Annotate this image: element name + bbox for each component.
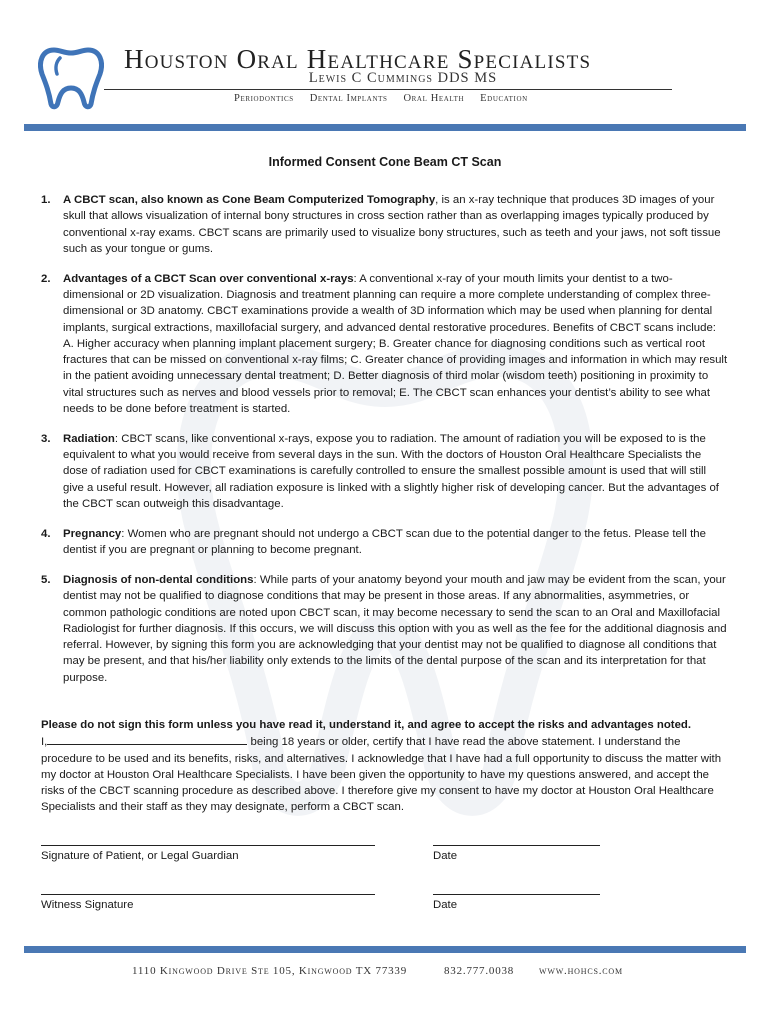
section-heading: Advantages of a CBCT Scan over conventional x-rays (63, 272, 354, 285)
section-body: : While parts of your anatomy beyond your mouth and jaw may be evident from the scan, your dentist may not be qualified to diagnose conditions that may be present in those areas. If any abnormalities, asymmetries, or common pathologic conditions are noted upon CBCT scan, it may become necessary to send the scan to an Oral and Maxillofacial Radiologist for further diagnosis. If this occurs, we will discuss this option with you as well as the fee for the additional diagnosis and referral. However, by signing this form you are acknowledging that your dentist may not be qualified to diagnose all conditions that may be present, and that his/her liability only extends to the limits of the dental purpose of the scan and its interpretation for that purpose. (63, 573, 727, 684)
section-heading: Radiation (63, 432, 115, 445)
section-body: : CBCT scans, like conventional x-rays, expose you to radiation. The amount of radiation you will be exposed to is the equivalent to what you would receive from several days in the sun. With the doctors of Houston Oral Healthcare Specialists the dose of radiation used for CBCT examinations is carefully controlled to ensure the smallest possible amount is used that will still give a useful result. However, all radiation exposure is linked with a slightly higher risk of developing cancer. But the advantages of the CBCT scan outweigh this disadvantage. (63, 432, 719, 511)
footer-phone: 832.777.0038 (444, 965, 515, 977)
nav-item-dental-implants: Dental Implants (309, 93, 388, 104)
section-number: 1. (41, 194, 51, 206)
section-number: 4. (41, 527, 51, 540)
practice-name: Houston Oral Healthcare Specialists (124, 44, 592, 74)
patient-name-blank[interactable] (47, 733, 247, 745)
section-body: : Women who are pregnant should not undergo a CBCT scan due to the potential danger to the fetus. Please tell the dentist if you are pregnant or planning to become pregnant. (63, 527, 706, 557)
section-non-dental-conditions (41, 572, 729, 686)
section-heading: A CBCT scan, also known as Cone Beam Computerized Tomography (63, 194, 436, 206)
nav-item-oral-health: Oral Health (403, 93, 465, 104)
header-band (24, 124, 746, 131)
section-heading: Diagnosis of non-dental conditions (63, 573, 254, 586)
consent-notice: Please do not sign this form unless you have read it, understand it, and agree to accept the risks and advantages noted. (41, 719, 692, 731)
consent-sections (41, 192, 729, 700)
nav-item-periodontics: Periodontics (234, 93, 294, 104)
consent-statement (41, 717, 729, 816)
section-number: 5. (41, 573, 51, 586)
header-rule (104, 89, 672, 90)
section-number: 3. (41, 432, 51, 445)
footer-address: 1110 Kingwood Drive Ste 105, Kingwood TX 77339 (132, 965, 408, 977)
section-pregnancy (41, 526, 729, 559)
consent-prefix: I, (41, 736, 48, 749)
consent-text: being 18 years or older, certify that I have read the above statement. I understand the procedure to be used and its benefits, risks, and alternatives. I acknowledge that I have had a full opportunity to discuss the matter with my doctor at Houston Oral Healthcare Specialists. I have been given the opportunity to have my questions answered, and accept the risks of the CBCT scanning procedure as described above. I therefore give my consent to have my doctor at Houston Oral Healthcare Specialists and their staff as they may designate, perform a CBCT scan. (41, 736, 722, 814)
nav-item-education: Education (480, 93, 528, 104)
patient-date-label: Date (433, 850, 458, 862)
section-body: : A conventional x-ray of your mouth limits your dentist to a two-dimensional or 2D visualization. Diagnosis and treatment planning can require a more complete understanding of complex three-dimensional or 3D anatomy. CBCT examinations provide a wealth of 3D information which may be used when planning for dental implants, surgical extractions, maxillofacial surgery, and advanced dental restorative procedures. Benefits of CBCT scans include: A. Higher accuracy when planning implant placement surgery; B. Greater chance for diagnosing conditions such as vertical root fractures that can be missed on conventional x-ray films; C. Greater chance of providing images and information in which may result in the patient avoiding unnecessary dental treatment; D. Better diagnosis of third molar (wisdom teeth) positioning in proximity to vital structures such as nerves and blood vessels prior to removal; E. The CBCT scan enhances your dentist’s ability to see what needs to be done before treatment is started. (63, 272, 728, 416)
header-nav (234, 93, 528, 104)
doctor-name: Lewis C Cummings DDS MS (308, 70, 498, 86)
section-heading: Pregnancy (63, 527, 122, 540)
footer-band (24, 946, 746, 953)
witness-signature-label: Witness Signature (41, 899, 134, 911)
patient-date-line[interactable] (433, 845, 600, 846)
section-cbct-definition (41, 192, 729, 257)
footer-website: www.hohcs.com (539, 965, 623, 977)
section-radiation (41, 431, 729, 512)
witness-date-label: Date (433, 899, 458, 911)
patient-signature-label: Signature of Patient, or Legal Guardian (41, 850, 239, 862)
witness-signature-line[interactable] (41, 894, 375, 895)
patient-signature-line[interactable] (41, 845, 375, 846)
section-advantages (41, 271, 729, 418)
witness-date-line[interactable] (433, 894, 600, 895)
section-number: 2. (41, 272, 51, 285)
section-body: , is an x-ray technique that produces 3D images of your skull that allows visualization of internal bony structures in cross section rather than as overlapping images typically produced by conventional x-ray exams. CBCT scans are primarily used to visualize bony structures, such as teeth and your jaws, not soft tissue such as your tongue or gums. (63, 194, 721, 255)
document-title: Informed Consent Cone Beam CT Scan (268, 155, 502, 169)
